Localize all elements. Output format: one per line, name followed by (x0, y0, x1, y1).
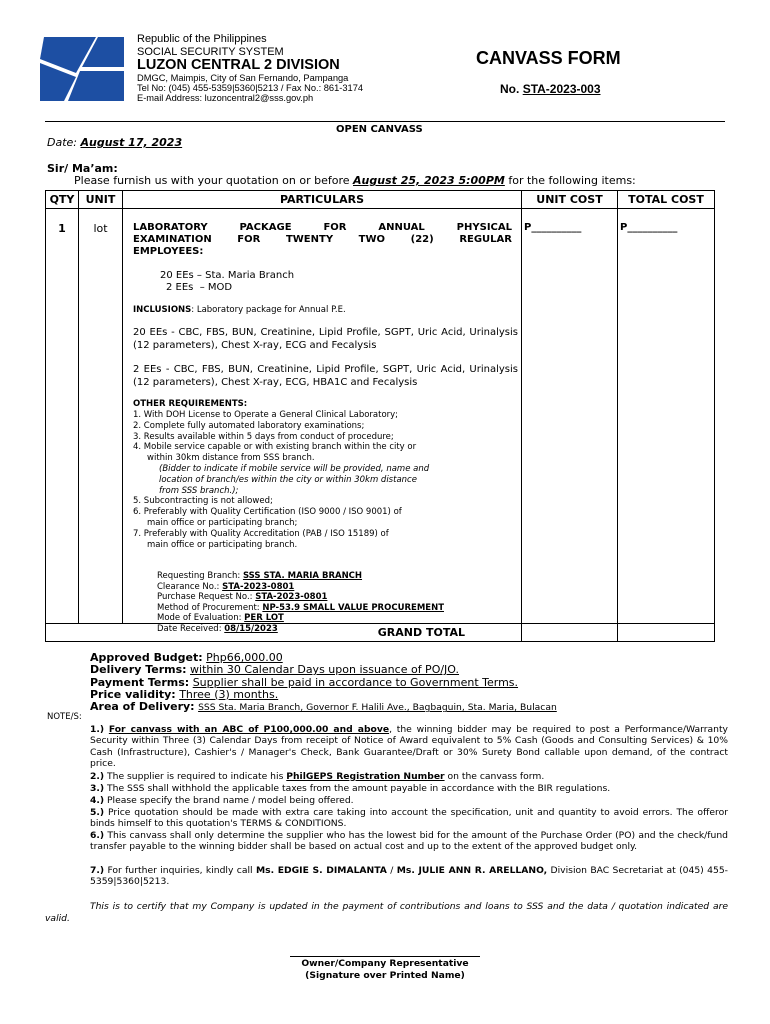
received-value: 08/15/2023 (224, 623, 278, 634)
note-3-text: The SSS shall withhold the applicable taxes from the amount payable in accordance with the BIR regulations. (107, 783, 611, 794)
note-2 (90, 771, 728, 782)
note-6-number: 6.) (90, 830, 105, 841)
clearance-number (157, 582, 444, 593)
republic-text: Republic of the Philippines (137, 33, 267, 45)
requesting-branch-value: SSS STA. MARIA BRANCH (242, 571, 363, 581)
note-7-text-a: For further inquiries, kindly call (107, 865, 253, 876)
sss-logo (36, 33, 128, 107)
date-value: August 17, 2023 (80, 136, 183, 149)
division-name: LUZON CENTRAL 2 DIVISION (137, 57, 340, 73)
particulars-header: PARTICULARS (123, 191, 522, 209)
requirement-4: 4. Mobile service capable or with existing branch within the city or (133, 442, 417, 453)
division-telephone: Tel No: (045) 455-5359|5360|5213 / Fax No.: 861-3174 (137, 83, 364, 93)
form-number-value: STA-2023-003 (522, 82, 601, 96)
requirement-3: 3. Results available within 5 days from conduct of procedure; (133, 431, 394, 442)
date-received (157, 624, 444, 635)
method-label: Method of Procurement: (157, 602, 260, 613)
package-2-ees: 2 EEs - CBC, FBS, BUN, Creatinine, Lipid Profile, SGPT, Uric Acid, Urinalysis (12 parameters), Chest X-ray, ECG, HBA1C and Fecalysis (133, 364, 518, 388)
other-requirements-label: OTHER REQUIREMENTS: (133, 399, 248, 409)
evaluation-mode (157, 613, 444, 624)
division-email: E-mail Address: luzoncentral2@sss.gov.ph (137, 93, 314, 103)
budget-label: Approved Budget: (90, 651, 203, 664)
note-2-text-a: The supplier is required to indicate his (107, 771, 284, 782)
note-1-number: 1.) (90, 724, 105, 735)
requirement-1: 1. With DOH License to Operate a General Clinical Laboratory; (133, 410, 399, 420)
procurement-method (157, 603, 444, 614)
delivery-value: within 30 Calendar Days upon issuance of PO/JO. (190, 663, 460, 677)
certification-text: This is to certify that my Company is updated in the payment of contributions and loans to SSS and the data / quotation indicated are valid. (45, 901, 728, 924)
area-of-delivery (90, 701, 730, 714)
terms-block (90, 652, 730, 714)
desc-line-2: EXAMINATION FOR TWENTY TWO (22) REGULAR (133, 234, 512, 245)
table-row (46, 209, 715, 624)
signature-role: Owner/Company Representative (301, 958, 469, 969)
budget-value: Php66,000.00 (206, 651, 283, 664)
notes-label: NOTE/S: (47, 712, 82, 722)
purchase-request-number (157, 592, 444, 603)
intro-deadline: August 25, 2023 5:00PM (353, 174, 505, 187)
method-value: NP-53.9 SMALL VALUE PROCUREMENT (262, 602, 444, 613)
note-4-number: 4.) (90, 795, 105, 806)
requesting-branch (157, 571, 444, 582)
requirement-4-note-3: from SSS branch.); (159, 485, 239, 496)
inclusions-label: INCLUSIONS (133, 305, 192, 315)
table-header-row (46, 191, 715, 209)
note-7-contact-2: Ms. JULIE ANN R. ARELLANO, (396, 865, 548, 876)
note-7-text-e: Division BAC Secretariat at (045) 455-5359|5360|5213. (90, 865, 728, 888)
desc-line-3: EMPLOYEES: (133, 246, 204, 257)
payment-value: Supplier shall be paid in accordance to Government Terms. (192, 675, 519, 689)
eval-label: Mode of Evaluation: (157, 613, 242, 623)
note-1-emphasis: For canvass with an ABC of P100,000.00 and above (108, 724, 390, 735)
row-unit-cost[interactable]: P__________ (522, 209, 618, 624)
note-1 (90, 724, 728, 770)
grand-total-value[interactable] (618, 624, 715, 642)
requirement-5: 5. Subcontracting is not allowed; (133, 496, 273, 507)
received-label: Date Received: (157, 623, 222, 634)
validity-value: Three (3) months. (179, 687, 279, 701)
package-20-ees: 20 EEs - CBC, FBS, BUN, Creatinine, Lipid Profile, SGPT, Uric Acid, Urinalysis (12 parameters), Chest X-ray, ECG and Fecalysis (133, 327, 518, 351)
note-3-number: 3.) (90, 783, 105, 794)
sss-logo-icon (36, 33, 128, 107)
note-5 (90, 807, 728, 830)
requirement-2: 2. Complete fully automated laboratory examinations; (133, 420, 365, 431)
signature-instruction: (Signature over Printed Name) (305, 969, 465, 981)
branch-line-1: 20 EEs – Sta. Maria Branch (160, 270, 295, 281)
row-unit: lot (79, 209, 123, 624)
note-5-text: Price quotation should be made with extra care taking into account the specification, unit and quantity to avoid errors. The offeror binds himself to this quotation's TERMS & CONDITIONS. (90, 807, 729, 830)
salutation: Sir/ Ma’am: (47, 162, 118, 175)
validity-label: Price validity: (90, 687, 176, 701)
note-3 (90, 783, 728, 794)
requirements-list (133, 410, 513, 550)
requirement-7-cont: main office or participating branch. (147, 539, 298, 550)
requirement-4-cont: within 30km distance from SSS branch. (147, 453, 315, 464)
agency-name: SOCIAL SECURITY SYSTEM (137, 46, 284, 58)
payment-label: Payment Terms: (90, 675, 190, 689)
note-2-emphasis: PhilGEPS Registration Number (286, 771, 445, 782)
requirement-4-note-1: (Bidder to indicate if mobile service will be provided, name and (159, 463, 430, 474)
pr-value: STA-2023-0801 (255, 592, 328, 602)
canvass-type: OPEN CANVASS (336, 124, 423, 135)
date-line (47, 136, 182, 149)
header-divider (45, 121, 725, 122)
note-7-number: 7.) (90, 865, 105, 876)
note-4 (90, 795, 728, 806)
note-2-text-c: on the canvass form. (447, 771, 545, 782)
form-number-label: No. (500, 82, 520, 96)
area-label: Area of Delivery: (90, 700, 195, 714)
area-value: SSS Sta. Maria Branch, Governor F. Halili Ave., Bagbaguin, Sta. Maria, Bulacan (198, 702, 557, 714)
requirement-6-cont: main office or participating branch; (147, 517, 298, 528)
intro-after: for the following items: (508, 174, 636, 187)
grand-total-unit-cost[interactable] (522, 624, 618, 642)
inclusions (133, 305, 346, 315)
intro-before: Please furnish us with your quotation on or before (74, 174, 350, 187)
items-table (45, 190, 715, 642)
note-7-separator: / (390, 865, 394, 876)
inclusions-text: : Laboratory package for Annual P.E. (191, 305, 346, 315)
delivery-label: Delivery Terms: (90, 663, 187, 677)
branch-line-2: 2 EEs – MOD (166, 282, 233, 293)
total-cost-header: TOTAL COST (618, 191, 715, 209)
signature-block (230, 958, 540, 981)
clearance-label: Clearance No.: (157, 581, 220, 592)
qty-header: QTY (46, 191, 79, 209)
row-qty: 1 (46, 209, 79, 624)
note-6 (90, 830, 728, 853)
note-6-text: This canvass shall only determine the supplier who has the lowest bid for the amount of the Purchase Order (PO) and the check/fund transfer payable to the winning bidder shall be based on actual cost and up to the extent of the approved budget only. (90, 830, 728, 853)
note-7-contact-1: Ms. EDGIE S. DIMALANTA (255, 865, 387, 876)
pr-label: Purchase Request No.: (157, 592, 253, 602)
form-title: CANVASS FORM (476, 48, 621, 68)
grand-total-label: GRAND TOTAL (46, 624, 522, 642)
requirement-4-note-2: location of branch/es within the city or within 30km distance (159, 474, 417, 485)
intro-text (74, 174, 636, 187)
unit-header: UNIT (79, 191, 123, 209)
note-2-number: 2.) (90, 771, 105, 782)
desc-line-1: LABORATORY PACKAGE FOR ANNUAL PHYSICAL (133, 222, 512, 233)
note-7 (90, 865, 728, 888)
row-total-cost[interactable]: P__________ (618, 209, 715, 624)
request-details (157, 571, 444, 634)
note-5-number: 5.) (90, 807, 105, 818)
clearance-value: STA-2023-0801 (222, 581, 295, 592)
form-number (500, 82, 601, 96)
note-1-text: , the winning bidder may be required to post a Performance/Warranty Security within Three (3) Calendar Days from receipt of Notice of Award equivalent to 5% Cash (Goods and Consulting Services) & 10% Cash (Infrastructure), Cashier's / Manager's Check, Bank Guarantee/Draft or 30% Surety Bond callable upon demand, of the contract price. (90, 724, 728, 770)
signature-line (290, 956, 480, 957)
note-4-text: Please specify the brand name / model being offered. (107, 795, 354, 806)
date-label: Date: (47, 136, 77, 149)
unit-cost-header: UNIT COST (522, 191, 618, 209)
requirement-7: 7. Preferably with Quality Accreditation (PAB / ISO 15189) of (133, 528, 389, 539)
eval-value: PER LOT (244, 613, 284, 623)
division-address: DMGC, Maimpis, City of San Fernando, Pampanga (137, 73, 349, 83)
requirement-6: 6. Preferably with Quality Certification (ISO 9000 / ISO 9001) of (133, 507, 402, 518)
requesting-branch-label: Requesting Branch: (157, 571, 241, 581)
